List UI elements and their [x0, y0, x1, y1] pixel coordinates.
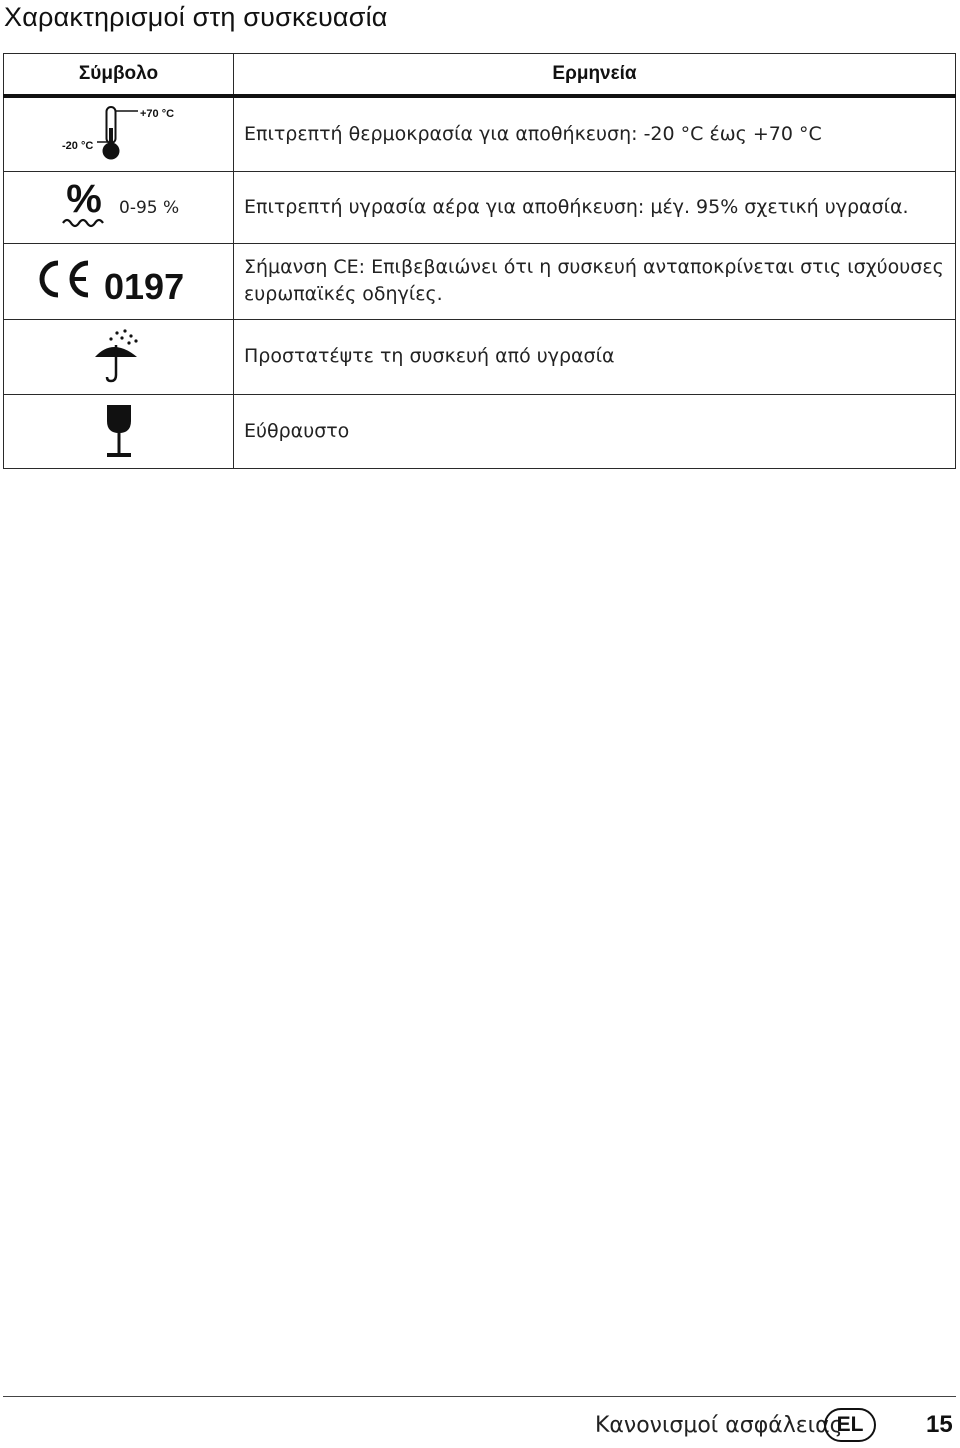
page-title: Χαρακτηρισμοί στη συσκευασία: [4, 2, 388, 32]
footer-divider: [3, 1396, 956, 1397]
ce-notified-body-number: 0197: [103, 266, 184, 307]
temp-high-label: +70 °C: [139, 108, 174, 121]
language-badge: EL: [824, 1408, 876, 1442]
header-symbol: Σύμβολο: [4, 54, 234, 97]
table-row: [4, 171, 956, 243]
table-header-row: [4, 54, 956, 97]
symbol-cell: [4, 96, 234, 171]
header-meaning: Ερμηνεία: [234, 54, 956, 97]
table-row: [4, 394, 956, 468]
table-row: [4, 96, 956, 171]
thermometer-icon: [54, 104, 184, 164]
footer-section-title: Κανονισμοί ασφάλειας: [595, 1413, 843, 1438]
page-number: 15: [926, 1411, 953, 1438]
svg-text:%: %: [65, 179, 102, 221]
humidity-range-label: 0-95 %: [118, 198, 179, 218]
table-row: [4, 319, 956, 394]
description-cell: Σήμανση CE: Επιβεβαιώνει ότι η συσκευή ανταποκρίνεται στις ισχύουσες ευρωπαϊκές οδηγίες.: [234, 243, 956, 319]
symbol-cell: [4, 319, 234, 394]
ce-mark-icon: [34, 253, 204, 309]
symbols-table: [3, 53, 956, 469]
description-cell: Επιτρεπτή υγρασία αέρα για αποθήκευση: μέγ. 95% σχετική υγρασία.: [234, 171, 956, 243]
temp-low-label: -20 °C: [61, 140, 93, 153]
fragile-glass-icon: [99, 401, 139, 461]
table-row: [4, 243, 956, 319]
description-cell: Επιτρεπτή θερμοκρασία για αποθήκευση: -20 °C έως +70 °C: [234, 96, 956, 171]
humidity-icon: [49, 179, 189, 235]
symbol-cell: [4, 243, 234, 319]
umbrella-rain-icon: [89, 327, 149, 387]
description-cell: Προστατέψτε τη συσκευή από υγρασία: [234, 319, 956, 394]
symbol-cell: [4, 171, 234, 243]
symbol-cell: [4, 394, 234, 468]
description-cell: Εύθραυστο: [234, 394, 956, 468]
